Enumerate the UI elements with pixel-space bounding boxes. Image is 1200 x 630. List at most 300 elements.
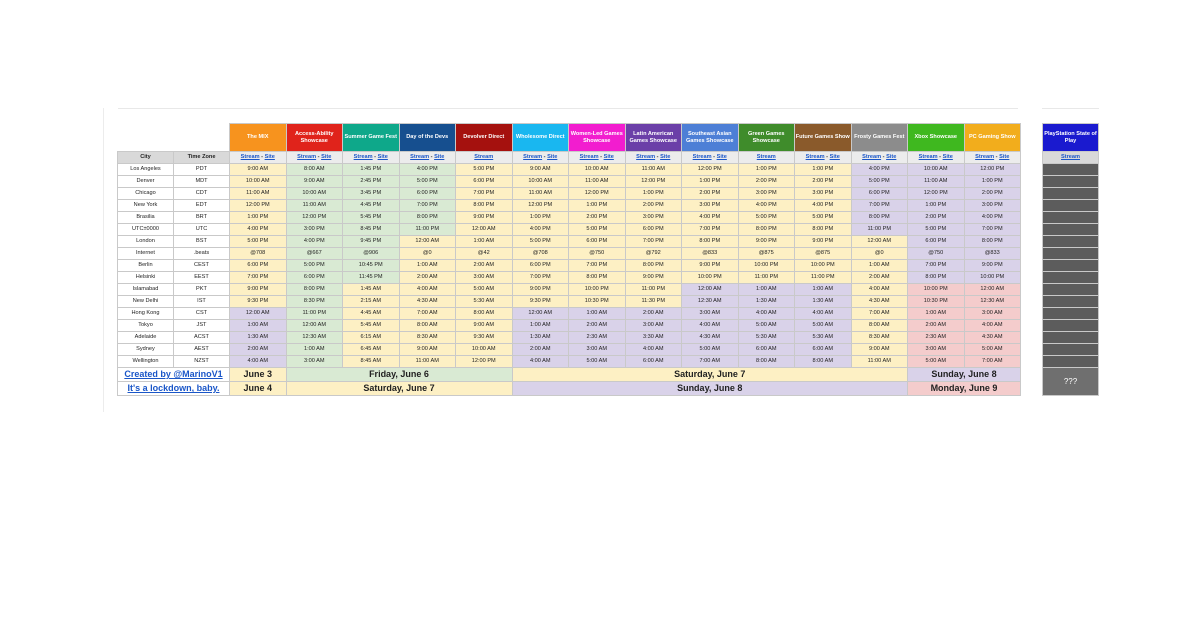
- timezone-cell: IST: [174, 296, 230, 308]
- divider: [118, 108, 1018, 109]
- time-cell: 2:00 AM: [851, 272, 908, 284]
- stream-link[interactable]: Stream: [474, 154, 494, 160]
- show-header: Green Games Showcase: [738, 124, 795, 152]
- time-cell: 10:30 PM: [908, 296, 965, 308]
- time-cell: 5:00 AM: [682, 344, 739, 356]
- stream-link[interactable]: Stream: [756, 154, 776, 160]
- timezone-cell: .beats: [174, 248, 230, 260]
- site-link[interactable]: Site: [377, 154, 388, 160]
- time-cell: 7:00 AM: [399, 308, 456, 320]
- time-cell: 10:00 AM: [512, 176, 569, 188]
- time-cell: 8:00 PM: [569, 272, 626, 284]
- time-cell: 10:30 PM: [569, 296, 626, 308]
- playstation-empty-cell: [1043, 308, 1099, 320]
- time-cell: 4:00 AM: [682, 320, 739, 332]
- time-cell: 2:00 AM: [230, 344, 287, 356]
- time-cell: 10:00 AM: [569, 164, 626, 176]
- show-links-cell: [682, 152, 739, 164]
- time-cell: 1:30 AM: [512, 332, 569, 344]
- site-link[interactable]: Site: [603, 154, 614, 160]
- time-cell: 6:00 PM: [399, 188, 456, 200]
- time-cell: 9:00 AM: [851, 344, 908, 356]
- time-cell: 5:00 PM: [456, 164, 513, 176]
- playstation-stream-link[interactable]: Stream: [1061, 154, 1080, 160]
- city-header: City: [118, 152, 174, 164]
- site-link[interactable]: Site: [829, 154, 840, 160]
- time-cell: @875: [795, 248, 852, 260]
- timezone-cell: AEST: [174, 344, 230, 356]
- show-header: The MIX: [230, 124, 287, 152]
- time-cell: 9:00 AM: [399, 344, 456, 356]
- links-row: [118, 152, 1021, 164]
- time-cell: 1:00 AM: [230, 320, 287, 332]
- time-cell: 4:45 PM: [343, 200, 400, 212]
- time-cell: 8:00 PM: [286, 284, 343, 296]
- time-cell: 4:00 AM: [738, 308, 795, 320]
- time-cell: 10:00 PM: [795, 260, 852, 272]
- stream-link[interactable]: Stream: [240, 154, 260, 160]
- time-cell: 2:00 PM: [964, 188, 1021, 200]
- time-cell: 2:00 PM: [738, 176, 795, 188]
- time-cell: 1:00 PM: [512, 212, 569, 224]
- time-cell: 11:00 PM: [399, 224, 456, 236]
- day-row: [118, 368, 1021, 382]
- time-cell: 2:00 PM: [569, 212, 626, 224]
- table-row: [118, 308, 1021, 320]
- show-header: Summer Game Fest: [343, 124, 400, 152]
- time-cell: 7:00 PM: [851, 200, 908, 212]
- show-links-cell: [456, 152, 513, 164]
- time-cell: 6:45 AM: [343, 344, 400, 356]
- time-cell: 10:00 PM: [569, 284, 626, 296]
- city-cell: Denver: [118, 176, 174, 188]
- time-cell: 6:00 PM: [456, 176, 513, 188]
- time-cell: 8:00 AM: [399, 320, 456, 332]
- show-header: Frosty Games Fest: [851, 124, 908, 152]
- time-cell: 8:45 PM: [343, 224, 400, 236]
- time-cell: 8:00 PM: [738, 224, 795, 236]
- stream-link[interactable]: Stream: [975, 154, 995, 160]
- time-cell: 1:00 AM: [569, 308, 626, 320]
- time-cell: 10:00 PM: [908, 284, 965, 296]
- time-cell: 7:00 PM: [569, 260, 626, 272]
- time-cell: @833: [964, 248, 1021, 260]
- time-cell: 4:00 AM: [964, 320, 1021, 332]
- show-links-cell: [512, 152, 569, 164]
- time-cell: 3:00 AM: [625, 320, 682, 332]
- time-cell: 4:30 AM: [399, 296, 456, 308]
- time-cell: 12:30 AM: [286, 332, 343, 344]
- time-cell: 8:30 AM: [851, 332, 908, 344]
- stream-link[interactable]: Stream: [353, 154, 373, 160]
- time-cell: 2:00 AM: [399, 272, 456, 284]
- time-cell: @906: [343, 248, 400, 260]
- table-row: [118, 164, 1021, 176]
- playstation-row: [1043, 248, 1099, 260]
- time-cell: 4:00 PM: [512, 224, 569, 236]
- city-cell: Tokyo: [118, 320, 174, 332]
- show-header: Wholesome Direct: [512, 124, 569, 152]
- credit-link[interactable]: Created by @MarinoV1: [124, 369, 223, 379]
- site-link[interactable]: Site: [886, 154, 897, 160]
- playstation-row: [1043, 260, 1099, 272]
- time-cell: 12:00 AM: [512, 308, 569, 320]
- time-cell: 12:00 PM: [964, 164, 1021, 176]
- playstation-empty-cell: [1043, 212, 1099, 224]
- time-cell: 8:00 PM: [908, 272, 965, 284]
- time-cell: 12:00 PM: [682, 164, 739, 176]
- timezone-cell: CEST: [174, 260, 230, 272]
- time-cell: 2:30 AM: [569, 332, 626, 344]
- stream-link[interactable]: Stream: [692, 154, 712, 160]
- link-separator: -: [429, 154, 435, 160]
- time-cell: @833: [682, 248, 739, 260]
- time-cell: 3:00 PM: [625, 212, 682, 224]
- time-cell: 4:00 AM: [795, 308, 852, 320]
- time-cell: 6:00 PM: [230, 260, 287, 272]
- time-cell: 8:00 AM: [851, 320, 908, 332]
- time-cell: @792: [625, 248, 682, 260]
- time-cell: @750: [569, 248, 626, 260]
- time-cell: 5:00 PM: [230, 236, 287, 248]
- site-link[interactable]: Site: [264, 154, 275, 160]
- time-cell: 5:00 PM: [399, 176, 456, 188]
- blank-cell: [118, 124, 174, 152]
- time-cell: 4:00 PM: [851, 164, 908, 176]
- time-cell: 3:00 PM: [286, 224, 343, 236]
- playstation-row: [1043, 272, 1099, 284]
- time-cell: 5:00 PM: [851, 176, 908, 188]
- show-header: Latin American Games Showcase: [625, 124, 682, 152]
- time-cell: 4:00 PM: [399, 164, 456, 176]
- time-cell: 6:00 AM: [795, 344, 852, 356]
- time-cell: 12:00 AM: [851, 236, 908, 248]
- time-cell: 10:45 PM: [343, 260, 400, 272]
- show-header: Day of the Devs: [399, 124, 456, 152]
- credit-cell: [118, 368, 230, 382]
- show-header: Future Games Show: [795, 124, 852, 152]
- show-links-cell: [399, 152, 456, 164]
- link-separator: -: [259, 154, 265, 160]
- time-cell: 1:00 PM: [964, 176, 1021, 188]
- table-row: [118, 188, 1021, 200]
- city-cell: Chicago: [118, 188, 174, 200]
- time-cell: 12:00 AM: [456, 224, 513, 236]
- site-link[interactable]: Site: [547, 154, 558, 160]
- time-cell: 2:00 PM: [908, 212, 965, 224]
- timezone-header: Time Zone: [174, 152, 230, 164]
- playstation-row: [1043, 212, 1099, 224]
- stream-link[interactable]: Stream: [523, 154, 543, 160]
- link-separator: -: [711, 154, 717, 160]
- time-cell: 8:00 AM: [795, 356, 852, 368]
- day-row: [118, 382, 1021, 396]
- time-cell: 2:30 AM: [908, 332, 965, 344]
- stream-link[interactable]: Stream: [297, 154, 317, 160]
- time-cell: 4:30 AM: [851, 296, 908, 308]
- time-cell: 9:30 AM: [456, 332, 513, 344]
- time-cell: 12:00 PM: [512, 200, 569, 212]
- playstation-empty-cell: [1043, 188, 1099, 200]
- day-label: Saturday, June 7: [286, 382, 512, 396]
- time-cell: @0: [851, 248, 908, 260]
- show-header: Access-Ability Showcase: [286, 124, 343, 152]
- time-cell: 9:00 PM: [625, 272, 682, 284]
- city-cell: Helsinki: [118, 272, 174, 284]
- table-row: [118, 320, 1021, 332]
- time-cell: 1:00 PM: [908, 200, 965, 212]
- time-cell: 4:00 PM: [286, 236, 343, 248]
- show-header: Xbox Showcase: [908, 124, 965, 152]
- show-links-cell: [230, 152, 287, 164]
- time-cell: 8:00 PM: [399, 212, 456, 224]
- time-cell: 8:00 PM: [682, 236, 739, 248]
- site-link[interactable]: Site: [999, 154, 1010, 160]
- time-cell: 1:00 PM: [569, 200, 626, 212]
- stream-link[interactable]: Stream: [862, 154, 882, 160]
- time-cell: 11:00 AM: [908, 176, 965, 188]
- time-cell: 3:00 AM: [286, 356, 343, 368]
- time-cell: 5:30 AM: [738, 332, 795, 344]
- site-link[interactable]: Site: [942, 154, 953, 160]
- playstation-empty-cell: [1043, 320, 1099, 332]
- time-cell: 9:00 PM: [738, 236, 795, 248]
- playstation-unknown-row: [1043, 368, 1099, 396]
- tagline-cell: [118, 382, 230, 396]
- time-cell: 1:00 AM: [286, 344, 343, 356]
- time-cell: 12:00 AM: [399, 236, 456, 248]
- city-cell: Los Angeles: [118, 164, 174, 176]
- time-cell: 7:00 AM: [964, 356, 1021, 368]
- time-cell: 11:30 PM: [625, 296, 682, 308]
- time-cell: 9:00 AM: [286, 176, 343, 188]
- playstation-row: [1043, 320, 1099, 332]
- time-cell: 6:00 PM: [908, 236, 965, 248]
- link-separator: -: [655, 154, 661, 160]
- time-cell: 1:00 AM: [908, 308, 965, 320]
- table-row: [118, 296, 1021, 308]
- time-cell: 12:00 PM: [286, 212, 343, 224]
- time-cell: 3:00 PM: [964, 200, 1021, 212]
- city-cell: Wellington: [118, 356, 174, 368]
- time-cell: 7:00 PM: [908, 260, 965, 272]
- time-cell: 1:00 AM: [851, 260, 908, 272]
- time-cell: @708: [230, 248, 287, 260]
- time-cell: @875: [738, 248, 795, 260]
- time-cell: 11:00 AM: [286, 200, 343, 212]
- playstation-row: [1043, 308, 1099, 320]
- time-cell: 9:00 PM: [682, 260, 739, 272]
- time-cell: 5:30 AM: [456, 296, 513, 308]
- timezone-cell: PDT: [174, 164, 230, 176]
- tagline-link[interactable]: It's a lockdown, baby.: [127, 383, 220, 393]
- time-cell: 8:00 PM: [851, 212, 908, 224]
- playstation-empty-cell: [1043, 236, 1099, 248]
- table-row: [118, 212, 1021, 224]
- link-separator: -: [372, 154, 378, 160]
- stream-link[interactable]: Stream: [918, 154, 938, 160]
- time-cell: 4:00 AM: [512, 356, 569, 368]
- show-links-cell: [738, 152, 795, 164]
- time-cell: 3:00 AM: [682, 308, 739, 320]
- time-cell: 3:00 AM: [964, 308, 1021, 320]
- city-cell: Hong Kong: [118, 308, 174, 320]
- playstation-row: [1043, 356, 1099, 368]
- time-cell: 7:00 PM: [512, 272, 569, 284]
- playstation-row: [1043, 284, 1099, 296]
- time-cell: 12:00 AM: [964, 284, 1021, 296]
- show-header: Women-Led Games Showcase: [569, 124, 626, 152]
- show-links-cell: [851, 152, 908, 164]
- schedule-table: [117, 123, 1021, 396]
- city-cell: London: [118, 236, 174, 248]
- time-cell: 4:00 PM: [795, 200, 852, 212]
- time-cell: 10:00 PM: [964, 272, 1021, 284]
- city-cell: Internet: [118, 248, 174, 260]
- time-cell: 10:00 PM: [682, 272, 739, 284]
- stream-link[interactable]: Stream: [579, 154, 599, 160]
- time-cell: 5:45 PM: [343, 212, 400, 224]
- time-cell: 1:00 PM: [795, 164, 852, 176]
- time-cell: 4:00 PM: [738, 200, 795, 212]
- day-label: Sunday, June 8: [908, 368, 1021, 382]
- time-cell: 1:00 PM: [738, 164, 795, 176]
- time-cell: 3:00 AM: [569, 344, 626, 356]
- time-cell: 8:30 PM: [286, 296, 343, 308]
- playstation-empty-cell: [1043, 296, 1099, 308]
- site-link[interactable]: Site: [716, 154, 727, 160]
- time-cell: 5:45 AM: [343, 320, 400, 332]
- divider: [1042, 108, 1099, 109]
- time-cell: @667: [286, 248, 343, 260]
- day-label: Monday, June 9: [908, 382, 1021, 396]
- table-row: [118, 200, 1021, 212]
- time-cell: 11:00 AM: [625, 164, 682, 176]
- time-cell: 11:00 PM: [738, 272, 795, 284]
- playstation-column: [1042, 123, 1099, 396]
- time-cell: 7:00 PM: [399, 200, 456, 212]
- playstation-row: [1043, 200, 1099, 212]
- time-cell: 7:00 AM: [682, 356, 739, 368]
- table-row: [118, 176, 1021, 188]
- time-cell: 5:00 PM: [908, 224, 965, 236]
- time-cell: 7:00 PM: [682, 224, 739, 236]
- time-cell: @0: [399, 248, 456, 260]
- time-cell: 11:00 PM: [795, 272, 852, 284]
- playstation-row: [1043, 296, 1099, 308]
- stream-link[interactable]: Stream: [410, 154, 430, 160]
- time-cell: 1:00 PM: [682, 176, 739, 188]
- show-header: Devolver Direct: [456, 124, 513, 152]
- time-cell: 9:00 AM: [230, 164, 287, 176]
- time-cell: 5:00 PM: [512, 236, 569, 248]
- city-cell: Berlin: [118, 260, 174, 272]
- table-row: [118, 272, 1021, 284]
- time-cell: 1:00 PM: [230, 212, 287, 224]
- time-cell: 1:45 AM: [343, 284, 400, 296]
- playstation-empty-cell: [1043, 272, 1099, 284]
- playstation-header: PlayStation State of Play: [1043, 124, 1099, 152]
- time-cell: 4:00 PM: [682, 212, 739, 224]
- time-cell: 2:00 PM: [625, 200, 682, 212]
- time-cell: 8:00 PM: [456, 200, 513, 212]
- table-row: [118, 248, 1021, 260]
- time-cell: 4:00 PM: [230, 224, 287, 236]
- time-cell: 4:30 AM: [682, 332, 739, 344]
- show-header: Southeast Asian Games Showcase: [682, 124, 739, 152]
- time-cell: 12:00 AM: [286, 320, 343, 332]
- time-cell: 1:00 AM: [512, 320, 569, 332]
- time-cell: 5:00 AM: [569, 356, 626, 368]
- time-cell: 5:00 AM: [964, 344, 1021, 356]
- stream-link[interactable]: Stream: [636, 154, 656, 160]
- city-cell: Adelaide: [118, 332, 174, 344]
- table-row: [118, 332, 1021, 344]
- playstation-empty-cell: [1043, 332, 1099, 344]
- time-cell: 11:00 PM: [286, 308, 343, 320]
- day-label: Sunday, June 8: [512, 382, 908, 396]
- time-cell: 2:00 AM: [625, 308, 682, 320]
- show-links-cell: [908, 152, 965, 164]
- day-label: June 3: [230, 368, 287, 382]
- playstation-empty-cell: [1043, 344, 1099, 356]
- playstation-empty-cell: [1043, 200, 1099, 212]
- time-cell: 12:30 AM: [964, 296, 1021, 308]
- playstation-empty-cell: [1043, 224, 1099, 236]
- show-header: PC Gaming Show: [964, 124, 1021, 152]
- time-cell: 2:00 PM: [682, 188, 739, 200]
- day-label: Friday, June 6: [286, 368, 512, 382]
- show-links-cell: [343, 152, 400, 164]
- show-links-cell: [795, 152, 852, 164]
- city-cell: Islamabad: [118, 284, 174, 296]
- city-cell: Brasilia: [118, 212, 174, 224]
- stream-link[interactable]: Stream: [805, 154, 825, 160]
- site-link[interactable]: Site: [321, 154, 332, 160]
- time-cell: 12:00 AM: [682, 284, 739, 296]
- time-cell: 1:45 PM: [343, 164, 400, 176]
- show-header-row: [118, 124, 1021, 152]
- playstation-row: [1043, 176, 1099, 188]
- time-cell: 9:30 PM: [512, 296, 569, 308]
- link-separator: -: [316, 154, 322, 160]
- time-cell: 6:00 AM: [738, 344, 795, 356]
- link-separator: -: [598, 154, 604, 160]
- time-cell: 12:00 AM: [230, 308, 287, 320]
- playstation-empty-cell: [1043, 260, 1099, 272]
- time-cell: 1:00 AM: [795, 284, 852, 296]
- time-cell: 5:00 AM: [738, 320, 795, 332]
- site-link[interactable]: Site: [660, 154, 671, 160]
- table-row: [118, 284, 1021, 296]
- time-cell: 3:30 AM: [625, 332, 682, 344]
- time-cell: 12:00 PM: [569, 188, 626, 200]
- time-cell: 11:00 AM: [851, 356, 908, 368]
- time-cell: 1:00 PM: [625, 188, 682, 200]
- time-cell: 8:30 AM: [399, 332, 456, 344]
- table-row: [118, 260, 1021, 272]
- show-links-cell: [569, 152, 626, 164]
- time-cell: 7:00 PM: [625, 236, 682, 248]
- time-cell: 8:00 AM: [286, 164, 343, 176]
- playstation-row: [1043, 236, 1099, 248]
- site-link[interactable]: Site: [434, 154, 445, 160]
- time-cell: @42: [456, 248, 513, 260]
- time-cell: 5:00 PM: [795, 212, 852, 224]
- time-cell: 3:45 PM: [343, 188, 400, 200]
- time-cell: 11:45 PM: [343, 272, 400, 284]
- time-cell: 10:00 AM: [908, 164, 965, 176]
